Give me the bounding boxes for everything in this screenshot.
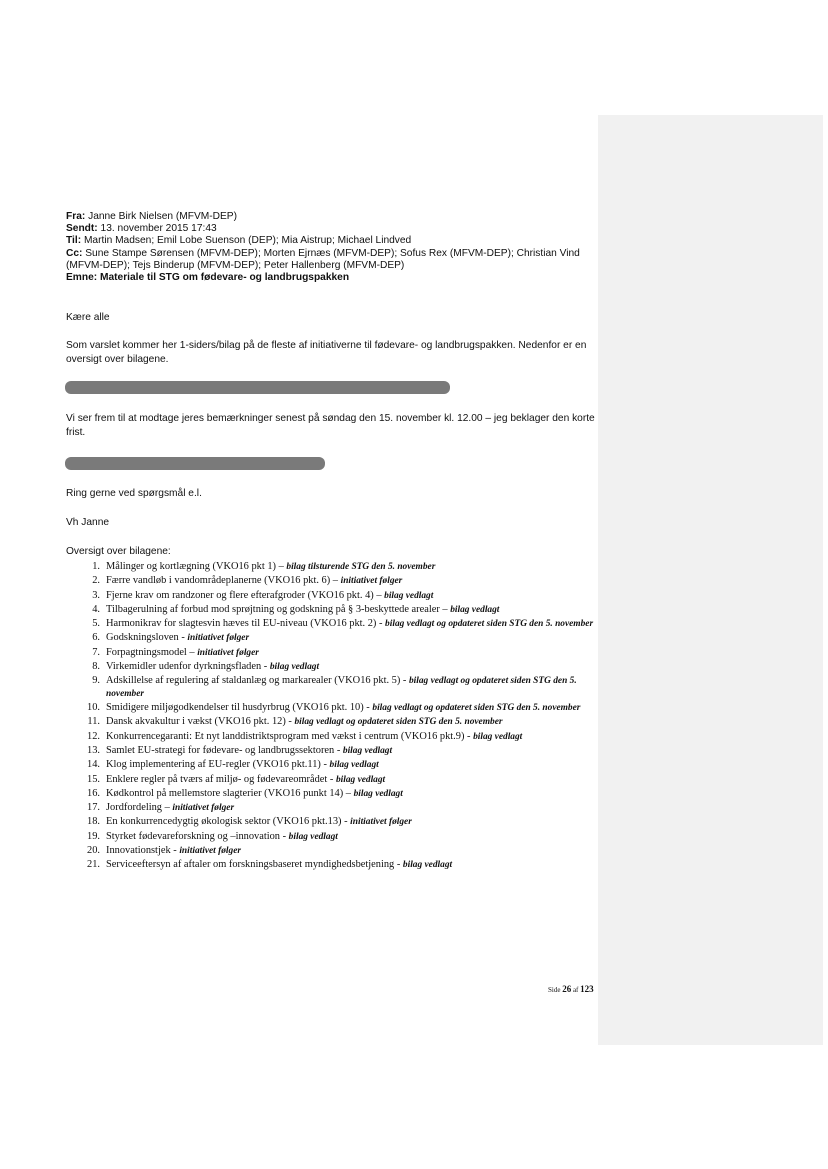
list-item <box>66 647 596 660</box>
list-item-status: initiativet følger <box>350 817 412 828</box>
list-item-number: 18. <box>87 816 100 828</box>
list-item-text: Virkemidler udenfor dyrkningsfladen - <box>106 660 270 672</box>
list-item-text: Samlet EU-strategi for fødevare- og landbrugssektoren - <box>106 744 343 756</box>
list-item-status: initiativet følger <box>179 845 242 856</box>
from-value: Janne Birk Nielsen (MFVM-DEP) <box>88 211 237 222</box>
list-item <box>66 816 596 829</box>
list-item-number: 3. <box>92 589 100 601</box>
list-item-body <box>106 831 596 844</box>
list-item-body <box>106 731 596 744</box>
list-item <box>66 661 596 674</box>
list-item <box>66 675 596 700</box>
list-item <box>66 632 596 645</box>
list-title: Oversigt over bilagene: <box>66 546 171 557</box>
list-item-number: 1. <box>92 561 100 572</box>
list-item <box>66 561 596 574</box>
list-item-body <box>106 845 596 858</box>
list-item-number: 20. <box>87 844 100 856</box>
list-item-status: bilag vedlagt og opdateret siden STG den 5. november <box>106 676 577 699</box>
list-item-status: bilag vedlagt <box>384 590 434 601</box>
list-item-body <box>106 702 596 715</box>
list-item-body <box>106 618 596 631</box>
list-item-status: bilag vedlagt og opdateret siden STG den 5. november <box>372 703 581 714</box>
list-item <box>66 731 596 744</box>
list-item-body <box>106 774 596 787</box>
list-item-text: Færre vandløb i vandområdeplanerne (VKO16 pkt. 6) – <box>106 575 341 587</box>
list-item-number: 8. <box>92 660 100 672</box>
list-item-text: Godskningsloven - <box>106 632 188 644</box>
list-item-body <box>106 590 596 603</box>
list-item-text: Styrket fødevareforskning og –innovation - <box>106 830 289 842</box>
list-item-text: Harmonikrav for slagtesvin hæves til EU-niveau (VKO16 pkt. 2) - <box>106 618 386 630</box>
list-item-status: bilag tilsturende STG den 5. november <box>286 562 436 572</box>
list-item-body <box>106 647 596 660</box>
list-item-text: Adskillelse af regulering af staldanlæg og markarealer (VKO16 pkt. 5) - <box>106 675 409 687</box>
list-item-text: Tilbagerulning af forbud mod sprøjtning og godskning på § 3-beskyttede arealer – <box>106 603 451 615</box>
greeting: Kære alle <box>66 312 110 323</box>
list-item-text: Enklere regler på tværs af miljø- og fødevareområdet - <box>106 773 336 785</box>
redaction-bar <box>65 381 450 394</box>
list-item-status: bilag vedlagt <box>450 604 500 615</box>
list-item <box>66 575 596 588</box>
list-item-body <box>106 575 596 588</box>
signoff: Vh Janne <box>66 517 110 528</box>
list-item-body <box>106 859 596 872</box>
list-item-status: bilag vedlagt <box>473 731 523 742</box>
list-item-number: 5. <box>92 618 100 630</box>
list-item-text: Klog implementering af EU-regler (VKO16 pkt.11) - <box>106 759 330 771</box>
list-item-number: 9. <box>92 675 100 687</box>
redaction-bar <box>65 457 325 470</box>
list-item-number: 19. <box>87 830 100 842</box>
list-item-status: bilag vedlagt <box>342 745 393 756</box>
list-item-text: Jordfordeling – <box>106 802 173 814</box>
list-item <box>66 745 596 758</box>
list-item-text: Forpagtningsmodel – <box>106 646 198 658</box>
list-item-body <box>106 604 596 617</box>
list-item <box>66 604 596 617</box>
list-item-text: Smidigere miljøgodkendelser til husdyrbrug (VKO16 pkt. 10) - <box>106 702 373 714</box>
paragraph-contact: Ring gerne ved spørgsmål e.l. <box>66 488 202 499</box>
list-item-status: bilag vedlagt og opdateret siden STG den 5. november <box>294 717 503 728</box>
cc-row: Cc: Sune Stampe Sørensen (MFVM-DEP); Morten Ejrnæs (MFVM-DEP); Sofus Rex (MFVM-DEP); Christian Vind (MFVM-DEP); Tejs Binderup (MFVM-DEP); Peter Hallenberg (MFVM-DEP) <box>66 247 580 271</box>
scan-margin-strip <box>598 115 823 1045</box>
list-item <box>66 716 596 729</box>
list-item <box>66 590 596 603</box>
list-item <box>66 774 596 787</box>
list-item-number: 2. <box>92 575 100 587</box>
list-item <box>66 831 596 844</box>
list-item-body <box>106 788 596 801</box>
list-item-text: Dansk akvakultur i vækst (VKO16 pkt. 12) - <box>106 716 295 728</box>
list-item-body <box>106 661 596 674</box>
list-item-body <box>106 816 596 829</box>
list-item-status: bilag vedlagt <box>269 661 320 672</box>
list-item-status: initiativet følger <box>172 803 235 814</box>
list-item <box>66 859 596 872</box>
list-item-text: Konkurrencegaranti: Et nyt landdistriktsprogram med vækst i centrum (VKO16 pkt.9) - <box>106 730 474 742</box>
list-item-status: bilag vedlagt <box>288 831 338 842</box>
list-item-body <box>106 802 596 815</box>
sent-value: 13. november 2015 17:43 <box>100 223 217 235</box>
list-item-body <box>106 745 596 758</box>
page-number: Side 26 af 123 <box>548 984 594 994</box>
list-item-text: Målinger og kortlægning (VKO16 pkt 1) – <box>106 561 287 572</box>
paragraph-deadline: Vi ser frem til at modtage jeres bemærkninger senest på søndag den 15. november kl. 12.00 – jeg beklager den korte frist. <box>66 413 595 438</box>
list-item-body <box>106 759 596 772</box>
list-item-text: Fjerne krav om randzoner og flere efterafgroder (VKO16 pkt. 4) – <box>106 589 385 601</box>
list-item-number: 6. <box>92 632 100 644</box>
paragraph-intro: Som varslet kommer her 1-siders/bilag på de fleste af initiativerne til fødevare- og landbrugspakken. Nedenfor er en oversigt over bilagene. <box>66 340 587 365</box>
email-header <box>66 211 596 284</box>
list-item-status: bilag vedlagt <box>329 760 379 771</box>
list-item <box>66 802 596 815</box>
from-row: Fra: Janne Birk Nielsen (MFVM-DEP) <box>66 211 237 222</box>
to-value: Martin Madsen; Emil Lobe Suenson (DEP); Mia Aistrup; Michael Lindved <box>83 235 412 247</box>
list-item-number: 17. <box>87 802 100 814</box>
list-item-number: 13. <box>87 744 100 756</box>
list-item <box>66 788 596 801</box>
list-item-body <box>106 716 596 729</box>
list-item-text: Innovationstjek - <box>106 844 180 856</box>
list-item-text: Serviceeftersyn af aftaler om forskningsbaseret myndighedsbetjening - <box>106 859 403 871</box>
list-item-number: 4. <box>92 603 100 615</box>
list-item <box>66 702 596 715</box>
list-item-body <box>106 632 596 645</box>
list-item-text: En konkurrencedygtig økologisk sektor (VKO16 pkt.13) - <box>106 816 351 828</box>
list-item-number: 14. <box>87 759 100 771</box>
list-item-body <box>106 561 596 574</box>
list-item-body <box>106 675 596 700</box>
list-item-number: 15. <box>87 773 100 785</box>
list-item-status: initiativet følger <box>197 647 259 658</box>
list-item-number: 7. <box>92 646 100 658</box>
list-item-number: 16. <box>87 787 100 799</box>
list-item <box>66 845 596 858</box>
list-item-status: initiativet følger <box>340 576 403 587</box>
attachment-list <box>66 561 596 874</box>
list-item-number: 11. <box>87 716 100 728</box>
to-row: Til: Martin Madsen; Emil Lobe Suenson (DEP); Mia Aistrup; Michael Lindved <box>66 235 412 247</box>
list-item-status: bilag vedlagt <box>402 860 453 871</box>
list-item-status: initiativet følger <box>187 633 250 644</box>
list-item-number: 12. <box>87 730 100 742</box>
list-item <box>66 618 596 631</box>
list-item-status: bilag vedlagt og opdateret siden STG den 5. november <box>385 619 594 630</box>
subject-row: Emne: Materiale til STG om fødevare- og landbrugspakken <box>66 272 350 284</box>
list-item <box>66 759 596 772</box>
list-item-number: 21. <box>87 859 100 871</box>
cc-value: Sune Stampe Sørensen (MFVM-DEP); Morten Ejrnæs (MFVM-DEP); Sofus Rex (MFVM-DEP); Christian Vind (MFVM-DEP); Tejs Binderup (MFVM-DEP); Peter Hallenberg (MFVM-DEP) <box>66 247 580 271</box>
subject-value: Materiale til STG om fødevare- og landbrugspakken <box>99 272 350 284</box>
list-item-text: Kødkontrol på mellemstore slagterier (VKO16 punkt 14) – <box>106 787 354 799</box>
list-item-status: bilag vedlagt <box>335 774 386 785</box>
sent-row: Sendt: 13. november 2015 17:43 <box>66 223 217 235</box>
list-item-status: bilag vedlagt <box>353 788 403 799</box>
list-item-number: 10. <box>87 702 100 714</box>
